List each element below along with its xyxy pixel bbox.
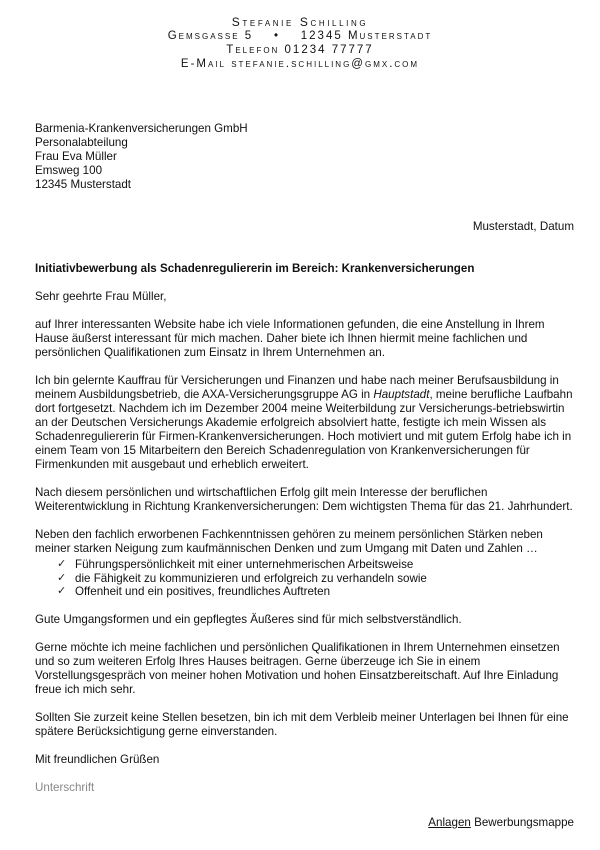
checkmark-icon: ✓ [57,585,67,597]
date-line: Musterstadt, Datum [472,220,574,233]
paragraph-manners: Gute Umgangsformen und ein gepflegtes Äußeres sind für mich selbstverständlich. [35,612,462,626]
sender-email: E-Mail stefanie.schilling@gmx.com [180,58,420,70]
recipient-department: Personalabteilung [35,136,128,149]
attachments-label: Anlagen [428,816,471,829]
paragraph-experience-city: Hauptstadt [373,388,430,401]
paragraph-interest: Nach diesem persönlichen und wirtschaftlichen Erfolg gilt mein Interesse der beruflichen Weiterentwicklung in Richtung Krankenversicherungen: Dem wichtigsten Thema für das 21. Jahrhundert. [35,486,573,513]
checkmark-icon: ✓ [57,571,67,584]
paragraph-future-consideration: Sollten Sie zurzeit keine Stellen besetzen, bin ich mit dem Verbleib meiner Unterlagen bei Ihnen für eine spätere Berücksichtigung gerne einverstanden. [35,710,569,738]
signature-placeholder: Unterschrift [35,780,95,794]
list-item [57,585,575,599]
recipient-address [35,122,248,192]
list-item [57,558,575,572]
salutation: Sehr geehrte Frau Müller, [35,290,167,303]
sender-street: Gemsgasse 5 [167,30,254,42]
list-item [57,572,575,586]
recipient-person: Frau Eva Müller [35,150,117,163]
paragraph-experience-part1: Ich bin gelernte Kauffrau für Versicherungen und Finanzen und habe nach meiner Berufsausbildung in meinem Ausbildungsbetrieb, die AXA-Versicherungsgruppe AG in [35,374,559,401]
closing: Mit freundlichen Grüßen [35,752,160,766]
paragraph-motivation: Gerne möchte ich meine fachlichen und persönlichen Qualifikationen in Ihrem Unternehmen einsetzen und so zum weiteren Erfolg Ihres Hauses beitragen. Gerne überzeuge ich Sie in einem Vorstellungsgespräch von meiner hohen Motivation und hohen Einsatzbereitschaft. Auf Ihre Einladung freue ich mich sehr. [35,640,560,696]
paragraph-experience [35,374,575,472]
sender-header [0,15,600,71]
paragraph-intro: auf Ihrer interessanten Website habe ich viele Informationen gefunden, die eine Anstellung in Ihrem Hause äußerst interessant für mich machen. Daher biete ich Ihnen hiermit meine fachlichen und persönlichen Qualifikationen zum Einsatz in Ihrem Unternehmen an. [35,318,545,359]
attachments-value: Bewerbungsmappe [474,816,574,829]
recipient-street: Emsweg 100 [35,164,103,177]
recipient-city: 12345 Musterstadt [35,178,132,191]
paragraph-experience-part2: , meine berufliche Laufbahn dort fortgesetzt. Nachdem ich im Dezember 2004 meine Weiterbildung zur Versicherungs-betriebswirtin an der Deutschen Versicherungs Akademie erfolgreich absolviert hatte, festigte ich mein Wissen als Schadenreguliererin für Firmen-Krankenversicherungen. Hoch motiviert und mit gutem Erfolg habe ich in einem Team von 15 Mitarbeitern den Bereich Schadenregulation von Krankenversicherungen für Firmenkunden mit ausgebaut und erheblich erweitert. [35,388,573,471]
list-item-text: Offenheit und ein positives, freundliches Auftreten [75,585,331,598]
list-item-text: die Fähigkeit zu kommunizieren und erfolgreich zu verhandeln sowie [75,571,427,585]
attachments-line [428,816,574,830]
checkmark-icon: ✓ [57,558,67,570]
list-item-text: Führungspersönlichkeit mit einer unternehmerischen Arbeitsweise [75,558,414,571]
paragraph-strengths: Neben den fachlich erworbenen Fachkenntnissen gehören zu meinem persönlichen Stärken neben meiner starken Neigung zum kaufmännischen Denken und zum Umgang mit Daten und Zahlen … [35,528,543,555]
strengths-list [35,558,575,599]
recipient-company: Barmenia-Krankenversicherungen GmbH [35,122,248,135]
subject-line: Initiativbewerbung als Schadenreguliererin im Bereich: Krankenversicherungen [35,262,475,275]
sender-address-line [0,29,600,43]
sender-phone: Telefon 01234 77777 [226,44,374,56]
sender-name: Stefanie Schilling [231,15,369,29]
letter-body [35,290,575,809]
sender-city: 12345 Musterstadt [300,30,433,42]
address-separator: • [273,30,280,42]
